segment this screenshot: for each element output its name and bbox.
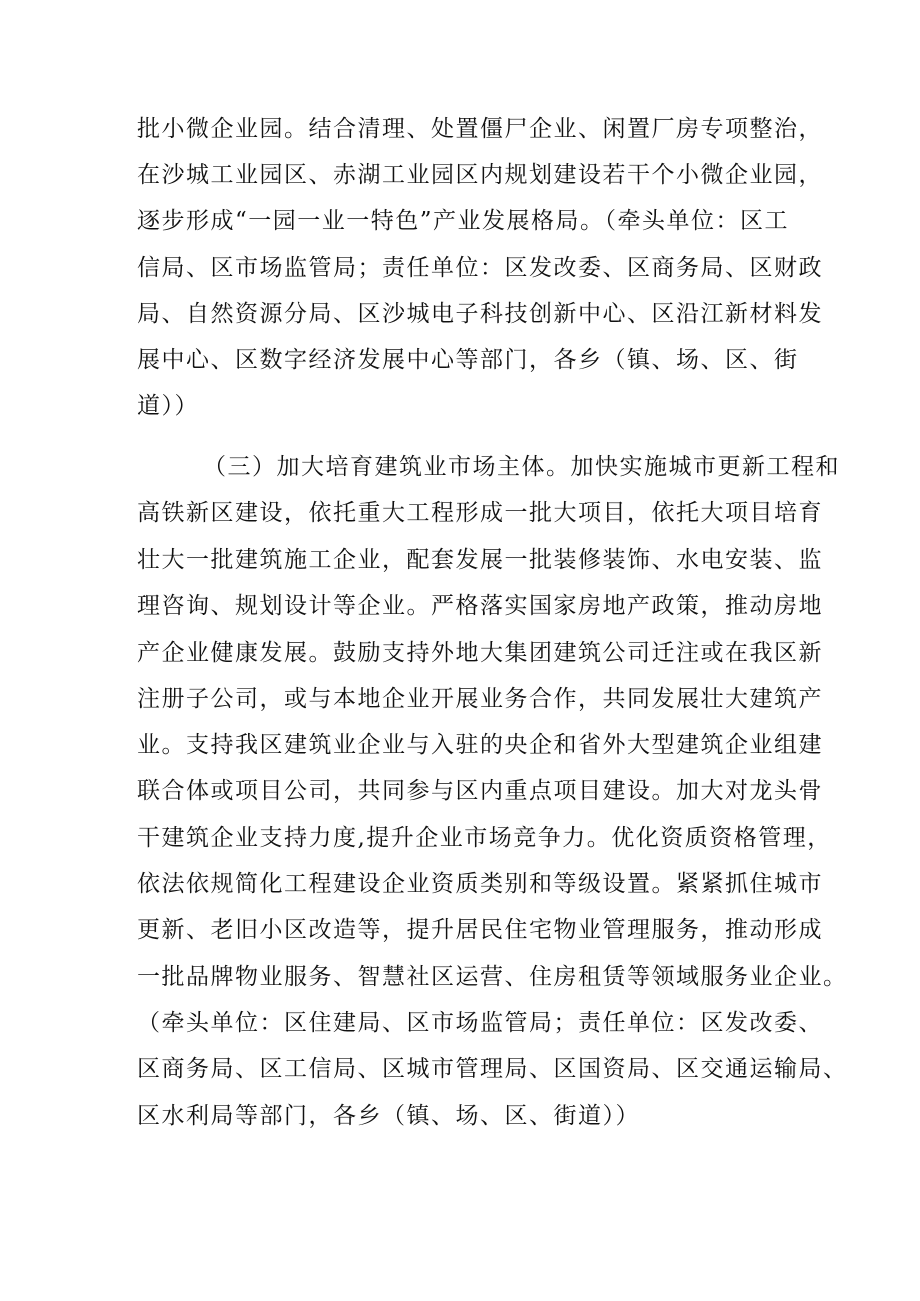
text-line: 依法依规简化工程建设企业资质类别和等级设置。紧紧抓住城市 [137,871,823,897]
text-line: 注册子公司，或与本地企业开展业务合作，共同发展壮大建筑产 [137,686,823,712]
text-line: 更新、老旧小区改造等，提升居民住宅物业管理服务，推动形成 [137,917,823,943]
text-line: 展中心、区数字经济发展中心等部门，各乡（镇、场、区、街 [137,347,799,373]
text-line: 理咨询、规划设计等企业。严格落实国家房地产政策，推动房地 [137,593,823,619]
text-line: 壮大一批建筑施工企业，配套发展一批装修装饰、水电安装、监 [137,547,823,573]
text-line: 批小微企业园。结合清理、处置僵尸企业、闲置厂房专项整治， [137,116,823,142]
text-line: 信局、区市场监管局；责任单位：区发改委、区商务局、区财政 [137,255,823,281]
text-line: 联合体或项目公司，共同参与区内重点项目建设。加大对龙头骨 [137,778,823,804]
text-line: 局、自然资源分局、区沙城电子科技创新中心、区沿江新材料发 [137,301,823,327]
text-line: 区水利局等部门，各乡（镇、场、区、街道）） [137,1103,640,1129]
text-line: 区商务局、区工信局、区城市管理局、区国资局、区交通运输局、 [137,1056,848,1082]
text-line: 高铁新区建设，依托重大工程形成一批大项目，依托大项目培育 [137,500,823,526]
text-line: 逐步形成“一园一业一特色”产业发展格局。（牵头单位：区工 [137,208,790,234]
text-line: 产企业健康发展。鼓励支持外地大集团建筑公司迁注或在我区新 [137,640,823,666]
text-line: 道）） [137,393,199,419]
text-line: 业。支持我区建筑业企业与入驻的央企和省外大型建筑企业组建 [137,732,823,758]
text-line: 干建筑企业支持力度,提升企业市场竞争力。优化资质资格管理， [137,825,832,851]
section-heading-line: （三）加大培育建筑业市场主体。加快实施城市更新工程和 [203,454,840,480]
text-line: （牵头单位：区住建局、区市场监管局；责任单位：区发改委、 [137,1010,823,1036]
text-line: 一批品牌物业服务、智慧社区运营、住房租赁等领域服务业企业。 [137,964,848,990]
text-line: 在沙城工业园区、赤湖工业园区内规划建设若干个小微企业园， [137,162,823,188]
